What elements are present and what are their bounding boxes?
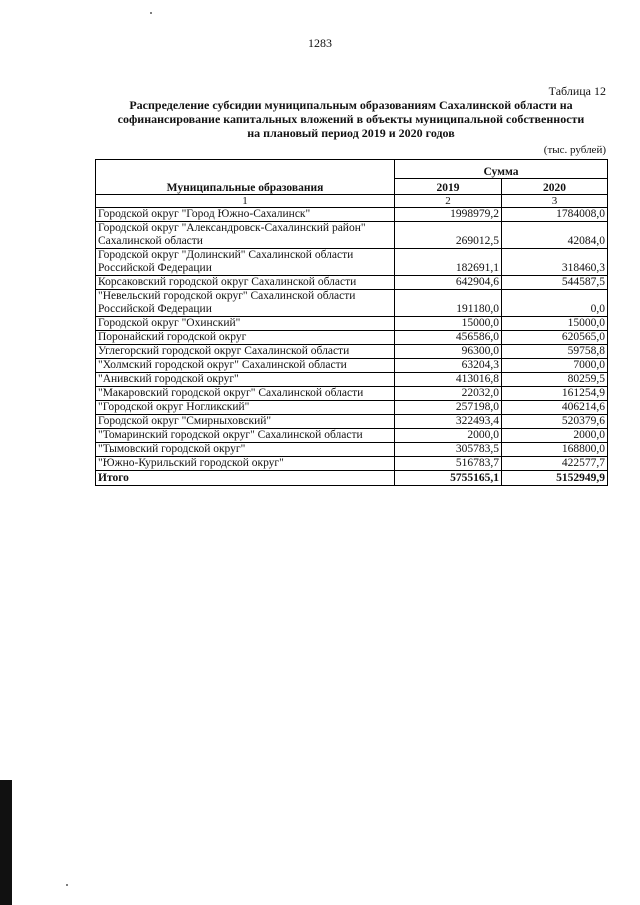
value-2020: 7000,0 [502, 359, 608, 373]
table-row [96, 345, 608, 359]
table-row [96, 443, 608, 457]
units-label: (тыс. рублей) [543, 144, 606, 156]
municipality-name: "Холмский городской округ" Сахалинской области [96, 359, 395, 373]
total-row [96, 471, 608, 486]
municipality-name: "Анивский городской округ" [96, 373, 395, 387]
table-row [96, 387, 608, 401]
value-2019: 516783,7 [395, 457, 502, 471]
municipality-name: Городской округ "Смирныховский" [96, 415, 395, 429]
table-row [96, 415, 608, 429]
municipality-name: Городской округ "Долинский" Сахалинской области Российской Федерации [96, 249, 395, 276]
value-2020: 520379,6 [502, 415, 608, 429]
column-number: 1 [96, 195, 395, 208]
value-2019: 15000,0 [395, 317, 502, 331]
table-row [96, 457, 608, 471]
header-year-2020: 2020 [502, 179, 608, 195]
municipality-name: "Тымовский городской округ" [96, 443, 395, 457]
value-2019: 269012,5 [395, 222, 502, 249]
total-2019: 5755165,1 [395, 471, 502, 486]
value-2019: 413016,8 [395, 373, 502, 387]
value-2019: 322493,4 [395, 415, 502, 429]
title-line: Распределение субсидии муниципальным образованиям Сахалинской области на [129, 98, 573, 112]
value-2020: 544587,5 [502, 276, 608, 290]
value-2020: 80259,5 [502, 373, 608, 387]
scan-speck [150, 12, 152, 14]
value-2019: 96300,0 [395, 345, 502, 359]
value-2019: 63204,3 [395, 359, 502, 373]
value-2020: 161254,9 [502, 387, 608, 401]
value-2020: 1784008,0 [502, 208, 608, 222]
municipality-name: "Томаринский городской округ" Сахалинской области [96, 429, 395, 443]
table-row [96, 373, 608, 387]
scan-margin-shadow [0, 780, 12, 905]
table-row [96, 208, 608, 222]
value-2020: 15000,0 [502, 317, 608, 331]
municipality-name: "Макаровский городской округ" Сахалинской области [96, 387, 395, 401]
value-2020: 318460,3 [502, 249, 608, 276]
table-row [96, 429, 608, 443]
municipality-name: "Южно-Курильский городской округ" [96, 457, 395, 471]
table-row [96, 359, 608, 373]
header-municipality: Муниципальные образования [96, 160, 395, 195]
page-number: 1283 [308, 36, 332, 50]
total-label: Итого [96, 471, 395, 486]
table-row [96, 249, 608, 276]
title-line: софинансирование капитальных вложений в объекты муниципальной собственности [117, 112, 585, 126]
value-2019: 257198,0 [395, 401, 502, 415]
column-number: 3 [502, 195, 608, 208]
table-row [96, 276, 608, 290]
total-2020: 5152949,9 [502, 471, 608, 486]
table-row [96, 331, 608, 345]
municipality-name: Городской округ "Александровск-Сахалинский район" Сахалинской области [96, 222, 395, 249]
table-label: Таблица 12 [548, 84, 606, 98]
value-2020: 422577,7 [502, 457, 608, 471]
header-sum: Сумма [395, 160, 608, 179]
value-2020: 168800,0 [502, 443, 608, 457]
header-year-2019: 2019 [395, 179, 502, 195]
value-2019: 305783,5 [395, 443, 502, 457]
municipality-name: Поронайский городской округ [96, 331, 395, 345]
column-number: 2 [395, 195, 502, 208]
municipality-name: "Городской округ Ногликский" [96, 401, 395, 415]
municipality-name: Углегорский городской округ Сахалинской области [96, 345, 395, 359]
value-2019: 182691,1 [395, 249, 502, 276]
value-2020: 620565,0 [502, 331, 608, 345]
table-row [96, 290, 608, 317]
table-row [96, 222, 608, 249]
value-2020: 406214,6 [502, 401, 608, 415]
title-line: на плановый период 2019 и 2020 годов [247, 126, 455, 140]
subsidy-table [95, 159, 608, 486]
value-2019: 642904,6 [395, 276, 502, 290]
municipality-name: Корсаковский городской округ Сахалинской области [96, 276, 395, 290]
value-2019: 456586,0 [395, 331, 502, 345]
value-2019: 191180,0 [395, 290, 502, 317]
municipality-name: Городской округ "Охинский" [96, 317, 395, 331]
municipality-name: "Невельский городской округ" Сахалинской области Российской Федерации [96, 290, 395, 317]
value-2020: 59758,8 [502, 345, 608, 359]
value-2020: 0,0 [502, 290, 608, 317]
value-2020: 42084,0 [502, 222, 608, 249]
value-2020: 2000,0 [502, 429, 608, 443]
municipality-name: Городской округ "Город Южно-Сахалинск" [96, 208, 395, 222]
table-row [96, 317, 608, 331]
scan-speck [66, 884, 68, 886]
value-2019: 22032,0 [395, 387, 502, 401]
document-title [96, 98, 606, 140]
value-2019: 2000,0 [395, 429, 502, 443]
value-2019: 1998979,2 [395, 208, 502, 222]
table-row [96, 401, 608, 415]
